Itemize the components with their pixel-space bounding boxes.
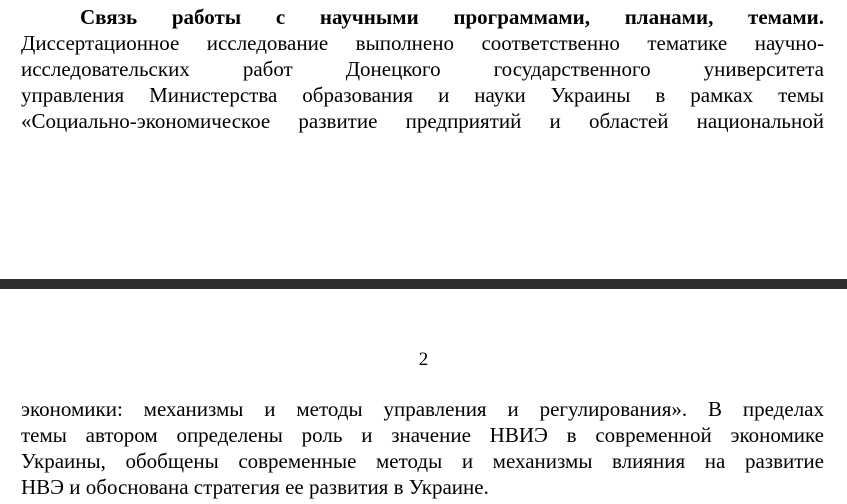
text-line: Диссертационное исследование выполнено соответственно тематике научно- <box>21 31 824 55</box>
page-break-divider <box>0 279 847 289</box>
paragraph-research-link <box>21 4 824 134</box>
text-line: Украины, обобщены современные методы и механизмы влияния на развитие <box>21 449 824 473</box>
paragraph-continuation <box>21 396 824 500</box>
text-line: темы автором определены роль и значение НВИЭ в современной экономике <box>21 423 824 447</box>
text-line: «Социально-экономическое развитие предприятий и областей национальной <box>21 109 824 133</box>
text-line: экономики: механизмы и методы управления и регулирования». В пределах <box>21 397 824 421</box>
text-line: управления Министерства образования и науки Украины в рамках темы <box>21 83 824 107</box>
text-line: исследовательских работ Донецкого государственного университета <box>21 57 824 81</box>
section-heading: Связь работы с научными программами, планами, темами. <box>80 5 824 29</box>
page-number: 2 <box>418 349 429 370</box>
document-page-bottom <box>0 289 847 504</box>
text-line: НВЭ и обоснована стратегия ее развития в Украине. <box>21 475 489 499</box>
